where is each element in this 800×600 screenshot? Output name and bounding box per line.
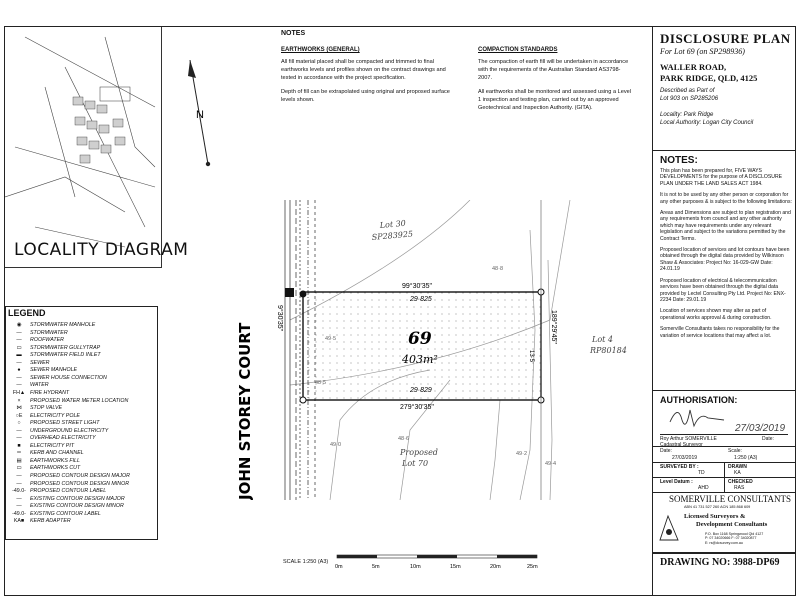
distance-top: 29·825 <box>410 296 432 303</box>
legend-symbol-icon: — <box>16 337 22 344</box>
legend-label: STORMWATER GULLYTRAP <box>30 344 101 351</box>
legend-label: PROPOSED WATER METER LOCATION <box>30 397 129 404</box>
signature-line <box>660 434 788 435</box>
legend-item <box>8 405 62 411</box>
divider <box>652 492 796 493</box>
legend-label: EXISTING CONTOUR DESIGN MINOR <box>30 503 124 510</box>
company-address: P.O. Box 1168 Springwood Qld 4127 <box>705 532 764 536</box>
legend-item <box>8 330 68 336</box>
legend-item <box>8 367 77 373</box>
legend-label: STORMWATER MANHOLE <box>30 322 96 328</box>
level-datum-label: Level Datum : <box>660 479 693 485</box>
lot-30-label: Lot 30 <box>379 218 407 230</box>
panel-note: It is not to be used by any other person or corporation for any other purposes & is subject to the following limitations: <box>660 192 792 205</box>
legend-symbol-icon: ▤ <box>16 457 22 464</box>
authorisation-title: AUTHORISATION: <box>660 395 738 405</box>
legend-symbol-icon: ○ <box>17 420 21 427</box>
legend-item <box>8 420 99 426</box>
lot-30-plan: SP283925 <box>371 229 414 242</box>
legend-item <box>8 345 100 351</box>
lot-area: 403m² <box>402 353 438 366</box>
compaction-text-1: The compaction of earth fill will be undertaken in accordance with the requirements of the Australian Standard AS3798-2007. <box>478 59 629 81</box>
legend-item <box>8 481 129 487</box>
legend-label: PROPOSED CONTOUR DESIGN MAJOR <box>30 473 130 479</box>
proposed-label: Proposed <box>400 448 438 457</box>
legend-item <box>8 473 130 479</box>
locality-diagram-title: LOCALITY DIAGRAM <box>14 240 189 260</box>
company-logo <box>658 514 680 542</box>
company-email: E: rs@dcsurvey.com.au <box>705 540 743 545</box>
legend-label: PROPOSED CONTOUR DESIGN MINOR <box>30 480 130 487</box>
surveyed-by-label: SURVEYED BY : <box>660 464 699 470</box>
lot-4-plan: RP80184 <box>590 346 627 355</box>
legend-symbol-icon: — <box>16 480 22 487</box>
divider <box>652 150 796 151</box>
bearing-right: 189°29'45" <box>550 310 557 344</box>
table-scale: 1:250 (A3) <box>734 455 758 461</box>
legend-item <box>8 390 69 396</box>
legend-title: LEGEND <box>8 308 46 318</box>
panel-note: This plan has been prepared for, FIVE WAYS DEVELOPMENTS for the purpose of A DISCLOSURE PLAN UNDER THE LAND SALES ACT 1984. <box>660 168 783 187</box>
bearing-left: 9°30'35" <box>276 305 283 332</box>
panel-note: Location of services shown may alter as part of operational works approval & during construction. <box>660 308 772 321</box>
signature-icon <box>668 402 728 432</box>
legend-symbol-icon: ▭ <box>16 344 22 351</box>
legend-item <box>8 360 49 366</box>
legend-item <box>8 503 124 509</box>
svg-text:48·5: 48·5 <box>315 380 327 386</box>
company-line-2: Development Consultants <box>696 521 768 528</box>
described-line-2: Lot 903 on SP285206 <box>660 95 719 102</box>
street-name: JOHN STOREY COURT <box>236 322 254 500</box>
scale-tick: 5m <box>372 564 380 570</box>
scale-tick: 20m <box>490 564 501 570</box>
legend-symbol-icon: — <box>16 427 22 434</box>
legend-label: STORMWATER FIELD INLET <box>30 352 101 359</box>
legend-label: EARTHWORKS FILL <box>30 457 80 464</box>
legend-label: ELECTRICITY PIT <box>30 442 75 449</box>
north-arrow-icon <box>180 60 230 170</box>
svg-text:48·8: 48·8 <box>492 266 504 272</box>
legend-label: KERB AND CHANNEL <box>30 450 84 457</box>
kerb-adapter-icon <box>285 288 294 297</box>
plan-title: DISCLOSURE PLAN <box>660 31 791 46</box>
panel-note: Proposed location of services and lot contours have been obtained through the digital data provided by Wilkinson Shaw & Associates: Project No: 16-029-GW Date: 24.01.19 <box>660 247 790 273</box>
lot-plan-drawing <box>230 200 650 500</box>
legend-label: ELECTRICITY POLE <box>30 412 80 419</box>
surveyor-name: Roy Arthur SOMERVILLE <box>660 436 717 442</box>
earthworks-text-1: All fill material placed shall be compacted and trimmed to final earthworks levels and profiles shown on the contract drawings and tested in accordance with the project specification. <box>281 59 446 81</box>
panel-note: Proposed location of electrical & telecommunication services have been obtained through the digital data provided by Lectel Consulting Pty Ltd. Project No: ENX-2234 Date: 29.01.19 <box>660 277 786 303</box>
table-scale-label: Scale: <box>728 448 742 454</box>
legend-symbol-icon: ⋈ <box>16 405 22 412</box>
svg-text:49·4: 49·4 <box>545 461 557 467</box>
scale-tick: 0m <box>335 564 343 570</box>
company-abn: ABN 41 731 527 260 ACN 185 868 609 <box>684 505 751 509</box>
legend-item <box>8 518 71 524</box>
legend-item <box>8 450 84 456</box>
legend-item <box>8 443 74 449</box>
panel-notes-title: NOTES: <box>660 155 698 166</box>
north-label: N <box>196 109 204 121</box>
legend-item <box>8 398 128 404</box>
bearing-bottom: 279°30'35" <box>400 404 434 411</box>
legend-item <box>8 337 64 343</box>
address-line-1: WALLER ROAD, <box>660 62 727 72</box>
legend-symbol-icon: — <box>16 329 22 336</box>
legend-label: OVERHEAD ELECTRICITY <box>30 435 96 442</box>
panel-notes <box>660 168 792 344</box>
compaction-text-2: All earthworks shall be monitored and assessed using a Level 1 inspection and testing plan, carried out by an approved Geotechnical and Inspection Authority. (GITA). <box>478 89 631 111</box>
company-phone: P: 07 34020666 F: 07 34020877 <box>705 536 757 541</box>
legend-symbol-icon: — <box>16 374 22 381</box>
legend-item <box>8 352 101 358</box>
legend-symbol-icon: ○E <box>15 412 23 419</box>
company-line-1: Licensed Surveyors & <box>684 513 746 520</box>
legend-symbol-icon: — <box>16 382 22 389</box>
distance-right: 13·5 <box>528 350 534 363</box>
legend-item <box>8 458 80 464</box>
scale-tick: 15m <box>450 564 461 570</box>
locality-info <box>660 112 753 127</box>
legend-item <box>8 488 106 494</box>
locality-line: Locality: Park Ridge <box>660 112 714 118</box>
legend-symbol-icon: -49.0- <box>12 510 26 517</box>
locality-map <box>5 27 161 267</box>
legend-label: PROPOSED STREET LIGHT <box>30 420 100 427</box>
scale-label: SCALE 1:250 (A3) <box>283 559 329 565</box>
bearing-top: 99°30'35" <box>402 283 432 290</box>
legend-symbol-icon: — <box>16 435 22 442</box>
legend-label: EXISTING CONTOUR LABEL <box>30 510 101 517</box>
legend-symbol-icon: ═ <box>17 450 21 457</box>
legend-symbol-icon: ● <box>17 367 21 374</box>
legend-item <box>8 496 125 502</box>
svg-text:49·2: 49·2 <box>516 451 528 457</box>
company-contact <box>705 532 763 545</box>
panel-note: Areas and Dimensions are subject to plan registration and any requirements from council and any other authority which may have requirements under any relevant legislation and subject to the variations permitted by the Contract Terms. <box>660 210 791 242</box>
company-name: SOMERVILLE CONSULTANTS <box>669 494 791 504</box>
scale-tick: 25m <box>527 564 538 570</box>
legend-symbol-icon: KA■ <box>13 518 25 525</box>
legend-label: ROOFWATER <box>30 337 64 344</box>
legend-item <box>8 511 101 517</box>
date-caption: Date: <box>762 436 774 442</box>
legend-symbol-icon: ◉ <box>16 322 22 328</box>
level-datum: AHD <box>698 485 709 491</box>
svg-text:49·0: 49·0 <box>330 442 342 448</box>
address-line-2: PARK RIDGE, QLD, 4125 <box>660 73 758 83</box>
authority-line: Local Authority: Logan City Council <box>660 119 754 126</box>
authorisation-date: 27/03/2019 <box>735 423 786 434</box>
legend-symbol-icon: — <box>16 473 22 479</box>
svg-text:48·6: 48·6 <box>398 436 410 442</box>
drawn-label: DRAWN <box>728 464 747 470</box>
table-date-label: Date: <box>660 448 672 454</box>
lot-number: 69 <box>408 329 432 349</box>
notes-heading: NOTES <box>281 30 306 37</box>
legend-item <box>8 375 107 381</box>
drawn-by: KA <box>734 470 741 476</box>
table-date: 27/03/2019 <box>672 455 698 461</box>
compaction-title: COMPACTION STANDARDS <box>478 47 558 53</box>
legend-label: SEWER <box>30 359 50 366</box>
legend-symbol-icon: — <box>16 359 22 366</box>
surveyor-role: Cadastral Surveyor <box>660 442 703 448</box>
legend-symbol-icon: — <box>16 495 22 502</box>
legend-item <box>8 382 49 388</box>
legend-label: KERB ADAPTER <box>30 518 71 525</box>
legend-label: SEWER MANHOLE <box>30 367 78 374</box>
legend-symbol-icon: ■ <box>17 442 21 449</box>
legend-symbol-icon: × <box>17 397 21 404</box>
legend-label: UNDERGROUND ELECTRICITY <box>30 427 109 434</box>
checked-label: CHECKED <box>728 479 753 485</box>
legend-label: SEWER HOUSE CONNECTION <box>30 374 107 381</box>
divider <box>652 446 796 447</box>
surveyed-by: TD <box>698 470 705 476</box>
legend-item <box>8 322 95 328</box>
checked-by: RAS <box>734 485 745 491</box>
lot-4-label: Lot 4 <box>592 335 613 344</box>
legend-symbol-icon: — <box>16 503 22 510</box>
legend-symbol-icon: FH▲ <box>12 389 26 396</box>
legend-label: EXISTING CONTOUR DESIGN MAJOR <box>30 495 125 502</box>
legend-item <box>8 428 108 434</box>
legend-item <box>8 465 80 471</box>
legend-label: STORMWATER <box>30 329 68 336</box>
drawing-number: DRAWING NO: 3988-DP69 <box>660 557 780 568</box>
earthworks-text-2: Depth of fill can be extrapolated using original and proposed surface levels shown. <box>281 89 450 103</box>
legend-symbol-icon: -49.0- <box>12 488 26 495</box>
locality-diagram-frame <box>5 27 162 268</box>
legend-label: EARTHWORKS CUT <box>30 465 81 472</box>
legend-symbol-icon: ▭ <box>16 465 22 472</box>
general-notes <box>281 30 641 130</box>
legend-item <box>8 435 96 441</box>
plan-subtitle: For Lot 69 (on SP298936) <box>660 47 745 56</box>
lot-70-label: Lot 70 <box>402 459 429 468</box>
legend-label: FIRE HYDRANT <box>30 389 70 396</box>
table-column-divider <box>724 462 725 492</box>
company-tagline <box>684 513 767 529</box>
earthworks-title: EARTHWORKS (GENERAL) <box>281 47 360 53</box>
address <box>660 62 757 84</box>
scale-bar <box>335 553 545 573</box>
distance-bottom: 29·829 <box>410 387 432 394</box>
legend-item <box>8 413 80 419</box>
scale-tick: 10m <box>410 564 421 570</box>
described-line-1: Described as Part of <box>660 88 715 94</box>
svg-text:49·5: 49·5 <box>325 336 337 342</box>
legend-label: PROPOSED CONTOUR LABEL <box>30 488 107 495</box>
legend-label: STOP VALVE <box>30 405 63 412</box>
described-as <box>660 88 718 103</box>
divider <box>652 552 796 554</box>
panel-note: Somerville Consultants takes no responsibility for the variation of service locations that may affect a lot. <box>660 326 780 339</box>
legend-symbol-icon: ▬ <box>16 352 22 359</box>
legend-label: WATER <box>30 382 49 389</box>
divider <box>652 390 796 391</box>
